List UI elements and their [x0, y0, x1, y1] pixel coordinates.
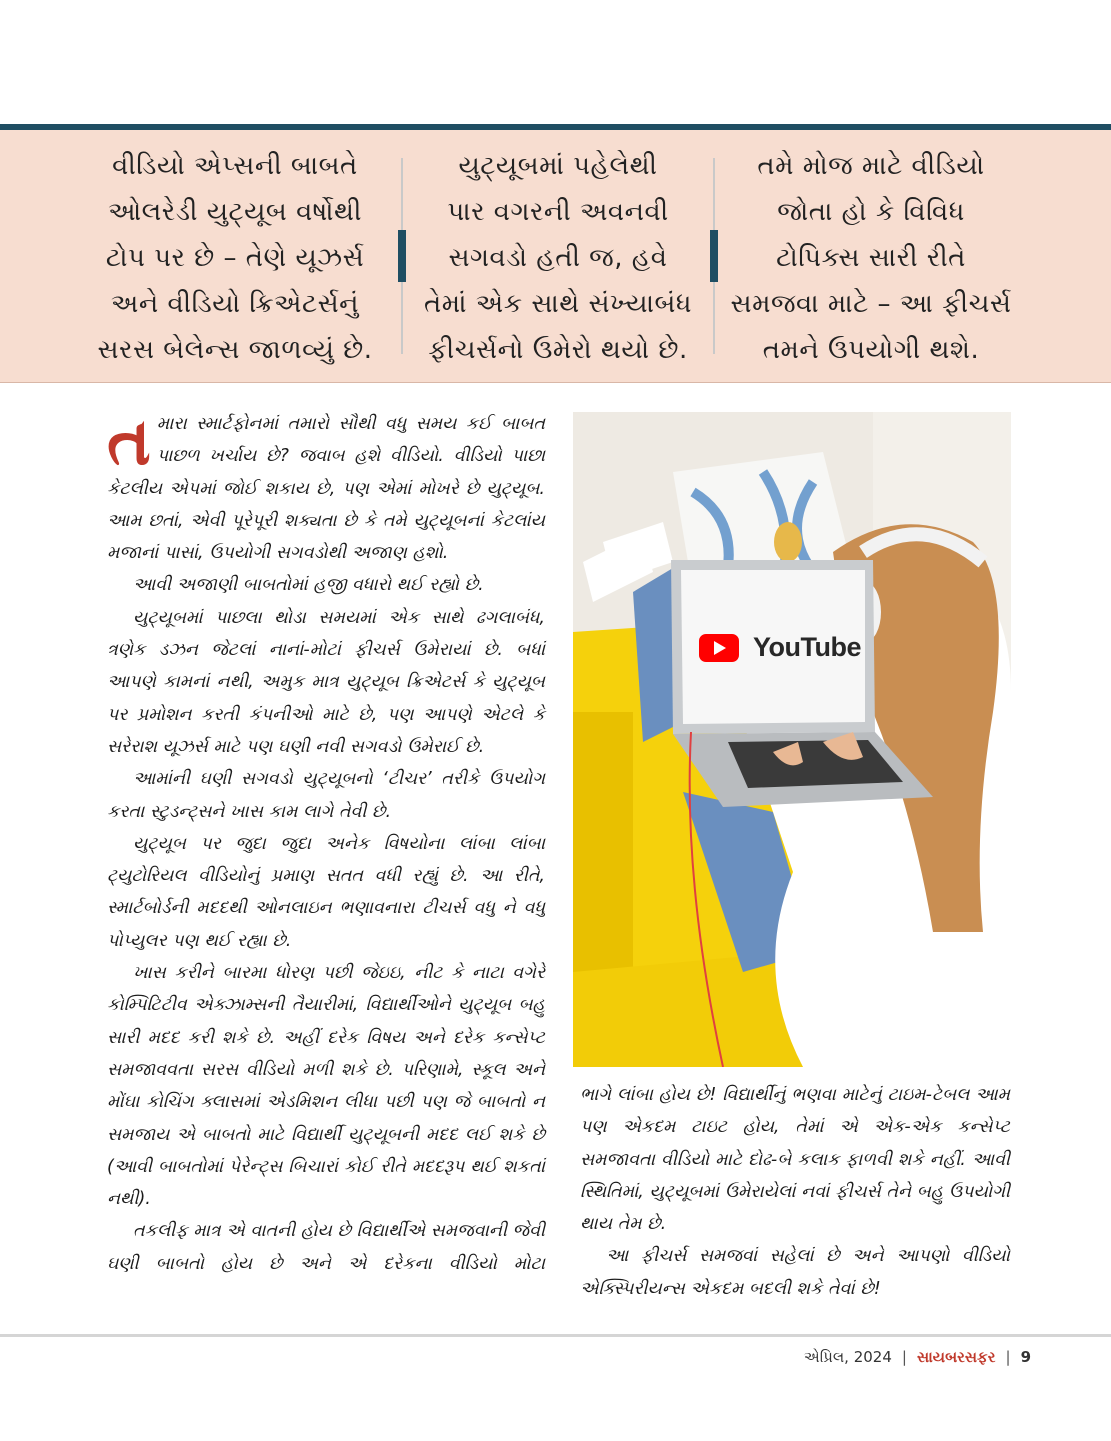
- summary-divider-1: [401, 158, 403, 354]
- magazine-name: સાયબરસફર: [916, 1348, 996, 1366]
- drop-cap: ત: [107, 403, 151, 480]
- footer-separator: |: [901, 1348, 907, 1366]
- summary-line: યુટ્યૂબમાં પહેલેથી: [458, 151, 658, 181]
- youtube-wordmark: YouTube: [753, 632, 861, 662]
- summary-line: અને વીડિયો ક્રિએટર્સનું: [110, 289, 360, 319]
- summary-line: ઓલરેડી યુટ્યૂબ વર્ષોથી: [108, 197, 362, 227]
- article-paragraph: આ ફીચર્સ સમજવાં સહેલાં છે અને આપણો વીડિયો એક્સ્પિરીયન્સ એકદમ બદલી શકે તેવાં છે!: [580, 1246, 1010, 1299]
- summary-line: જોતા હો કે વિવિધ: [777, 197, 965, 227]
- summary-line: તેમાં એક સાથે સંખ્યાબંધ: [424, 289, 692, 319]
- summary-line: ટોપ પર છે – તેણે યૂઝર્સ: [105, 243, 365, 273]
- article-paragraph: તકલીફ માત્ર એ વાતની હોય છે વિદ્યાર્થીએ સમજવાની જેવી ઘણી બાબતો હોય છે અને એ દરેકના વીડિયો મોટા: [107, 1221, 545, 1274]
- summary-line: ટોપિક્સ સારી રીતે: [776, 243, 966, 273]
- article-photo: [573, 412, 1011, 1067]
- summary-column-3: [716, 148, 1026, 368]
- summary-column-1: [80, 148, 390, 368]
- woman-with-laptop-illustration: [573, 412, 1011, 1067]
- summary-column-2: [405, 148, 711, 368]
- article-paragraph: આવી અજાણી બાબતોમાં હજી વધારો થઈ રહ્યો છે.: [133, 575, 484, 596]
- summary-line: પાર વગરની અવનવી: [447, 197, 669, 227]
- page-footer: [804, 1348, 1031, 1366]
- issue-date: એપ્રિલ, 2024: [803, 1348, 892, 1366]
- summary-divider-2: [713, 158, 715, 354]
- article-paragraph: યુટ્યૂબ પર જુદા જુદા અનેક વિષયોના લાંબા લાંબા ટ્યુટોરિયલ વીડિયોનું પ્રમાણ સતત વધી રહ્યું છે. આ રીતે, સ્માર્ટબોર્ડની મદદથી ઓનલાઇન ભણાવનારા ટીચર્સ વધુ ને વધુ પોપ્યુલર પણ થઈ રહ્યા છે.: [107, 833, 545, 951]
- summary-line: સરસ બેલેન્સ જાળવ્યું છે.: [97, 335, 373, 365]
- summary-line: સગવડો હતી જ, હવે: [448, 243, 668, 273]
- summary-line: વીડિયો એપ્સની બાબતે: [112, 151, 358, 181]
- summary-band: [0, 130, 1111, 383]
- article-paragraph: યુટ્યૂબમાં પાછલા થોડા સમયમાં એક સાથે ઢગલાબંધ, ત્રણેક ડઝન જેટલાં નાનાં-મોટાં ફીચર્સ ઉમેરાયાં છે. બધાં આપણે કામનાં નથી, અમુક માત્ર યુટ્યૂબ ક્રિએટર્સ કે યુટ્યૂબ પર પ્રમોશન કરતી કંપનીઓ માટે છે, પણ આપણે એટલે કે સરેરાશ યૂઝર્સ માટે પણ ઘણી નવી સગવડો ઉમેરાઈ છે.: [107, 607, 545, 757]
- article-column-left: [107, 403, 545, 1280]
- article-paragraph: આમાંની ઘણી સગવડો યુટ્યૂબનો ‘ટીચર’ તરીકે ઉપયોગ કરતા સ્ટુડન્ટ્સને ખાસ કામ લાગે તેવી છે.: [107, 769, 545, 822]
- summary-line: તમે મોજ માટે વીડિયો: [757, 151, 985, 181]
- paragraph-text: મારા સ્માર્ટફોનમાં તમારો સૌથી વધુ સમય કઈ બાબત પાછળ ખર્ચાય છે? જવાબ હશે વીડિયો. વીડિયો પાછા કેટલીય એપમાં જોઈ શકાય છે, પણ એમાં મોખરે છે યુટ્યૂબ. આમ છતાં, એવી પૂરેપૂરી શક્યતા છે કે તમે યુટ્યૂબનાં કેટલાંય મજાનાં પાસાં, ઉપયોગી સગવડોથી અજાણ હશો.: [107, 414, 545, 564]
- footer-separator: |: [1005, 1348, 1011, 1366]
- footer-rule: [0, 1334, 1111, 1337]
- article-paragraph: ખાસ કરીને બારમા ધોરણ પછી જેઇઇ, નીટ કે નાટા વગેરે કોમ્પિટિટીવ એક્ઝામ્સની તૈયારીમાં, વિદ્યાર્થીઓને યુટ્યૂબ બહુ સારી મદદ કરી શકે છે. અહીં દરેક વિષય અને દરેક કન્સેપ્ટ સમજાવવતા સરસ વીડિયો મળી શકે છે. પરિણામે, સ્કૂલ અને મોંઘા કોચિંગ ક્લાસમાં એડમિશન લીધા પછી પણ જે બાબતો ન સમજાય એ બાબતો માટે વિદ્યાર્થી યુટ્યૂબની મદદ લઈ શકે છે (આવી બાબતોમાં પેરેન્ટ્સ બિચારાં કોઈ રીતે મદદરૂપ થઈ શકતાં નથી).: [107, 963, 545, 1210]
- page-number: 9: [1020, 1348, 1031, 1366]
- article-paragraph: ભાગે લાંબા હોય છે! વિદ્યાર્થીનું ભણવા માટેનું ટાઇમ-ટેબલ આમ પણ એકદમ ટાઇટ હોય, તેમાં એ એક-એક કન્સેપ્ટ સમજાવતા વીડિયો માટે દોઢ-બે કલાક ફાળવી શકે નહીં. આવી સ્થિતિમાં, યુટ્યૂબમાં ઉમેરાયેલાં નવાં ફીચર્સ તેને બહુ ઉપયોગી થાય તેમ છે.: [580, 1085, 1010, 1235]
- summary-line: તમને ઉપયોગી થશે.: [762, 335, 980, 365]
- summary-line: સમજવા માટે – આ ફીચર્સ: [730, 289, 1012, 319]
- article-column-right: [580, 1079, 1010, 1305]
- summary-line: ફીચર્સનો ઉમેરો થયો છે.: [428, 335, 688, 365]
- article-paragraph: [107, 403, 545, 569]
